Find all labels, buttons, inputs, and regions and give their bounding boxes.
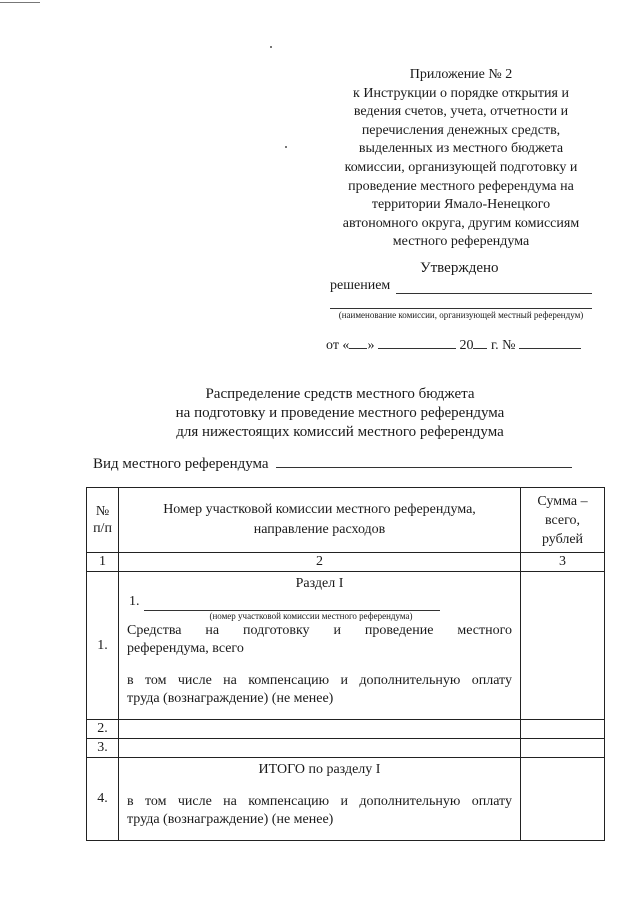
commission-item (129, 593, 512, 611)
appendix-text: комиссии, организующей подготовку и (344, 159, 578, 175)
commission-number-caption: (номер участковой комиссии местного референдума) (209, 611, 413, 621)
column-number: 3 (521, 553, 605, 572)
description-cell[interactable] (119, 720, 521, 739)
approved-title: Утверждено (420, 260, 499, 276)
appendix-text: автономного округа, другим комиссиям (342, 215, 580, 231)
decision-field[interactable] (396, 279, 592, 294)
day-field[interactable] (349, 336, 367, 349)
document-title (120, 385, 560, 442)
referendum-type-field[interactable] (276, 455, 572, 468)
row-number: 2. (87, 720, 119, 739)
commission-field[interactable] (330, 308, 592, 309)
amount-cell[interactable] (521, 739, 605, 758)
header-number-text: № п/п (93, 504, 112, 536)
appendix-text: к Инструкции о порядке открытия и (353, 85, 569, 101)
funds-description: Средства на подготовку и проведение местного (127, 623, 512, 638)
appendix-text: перечисления денежных средств, (361, 122, 561, 138)
header-description-text: Номер участковой комиссии местного референдума, направление расходов (163, 502, 476, 537)
compensation-description: в том числе на компенсацию и дополнительную оплату (127, 673, 512, 688)
table-row (87, 720, 605, 739)
column-number: 2 (119, 553, 521, 572)
scan-mark (285, 146, 287, 148)
row-number: 3. (87, 739, 119, 758)
amount-cell[interactable] (521, 720, 605, 739)
referendum-type-label: Вид местного референдума (93, 456, 269, 472)
appendix-text: местного референдума (392, 234, 530, 250)
commission-caption: (наименование комиссии, организующей местный референдум) (338, 310, 584, 320)
row-number: 1. (87, 572, 119, 720)
approval-date-row (326, 336, 581, 354)
title-line: на подготовку и проведение местного референдума (175, 405, 505, 421)
header-number (87, 488, 119, 553)
table-row (87, 758, 605, 841)
total-cell (119, 758, 521, 841)
total-compensation-description: в том числе на компенсацию и дополнительную оплату (127, 794, 512, 809)
scan-mark (270, 46, 272, 48)
section-cell (119, 572, 521, 720)
compensation-description-end: труда (вознаграждение) (не менее) (127, 691, 334, 706)
header-description (119, 488, 521, 553)
appendix-text: проведение местного референдума на (348, 178, 574, 194)
date-prefix: от « (326, 338, 350, 353)
table-row (87, 572, 605, 720)
section-title: Раздел I (295, 576, 344, 591)
referendum-type-row (93, 455, 572, 473)
year-suffix: г. № (490, 338, 516, 353)
title-line: Распределение средств местного бюджета (205, 386, 475, 402)
decision-label: решением (330, 278, 391, 293)
title-line: для нижестоящих комиссий местного референдума (176, 424, 504, 440)
appendix-text: территории Ямало-Ненецкого (371, 197, 551, 213)
decision-number-field[interactable] (519, 336, 581, 349)
commission-number-field[interactable] (144, 597, 440, 611)
header-amount-text: Сумма – всего, рублей (537, 493, 588, 547)
appendix-text: ведения счетов, учета, отчетности и (353, 104, 569, 120)
commission-item-number: 1. (129, 594, 140, 609)
table-header-row (87, 488, 605, 553)
appendix-number: Приложение № 2 (409, 67, 513, 82)
scan-mark (0, 2, 40, 3)
decision-row (330, 278, 592, 294)
amount-cell[interactable] (521, 572, 605, 720)
total-title: ИТОГО по разделу I (258, 762, 381, 777)
column-number: 1 (87, 553, 119, 572)
distribution-table (86, 487, 605, 841)
table-row (87, 739, 605, 758)
column-numbers-row (87, 553, 605, 572)
month-field[interactable] (378, 336, 456, 349)
description-cell[interactable] (119, 739, 521, 758)
appendix-text: выделенных из местного бюджета (358, 141, 564, 157)
total-compensation-description-end: труда (вознаграждение) (не менее) (127, 812, 334, 827)
header-amount (521, 488, 605, 553)
row-number: 4. (87, 758, 119, 841)
appendix-block (312, 66, 610, 252)
year-field[interactable] (473, 336, 487, 349)
date-mid: » (367, 338, 375, 353)
year-prefix: 20 (459, 338, 474, 353)
amount-cell[interactable] (521, 758, 605, 841)
funds-description-end: референдума, всего (127, 641, 244, 656)
